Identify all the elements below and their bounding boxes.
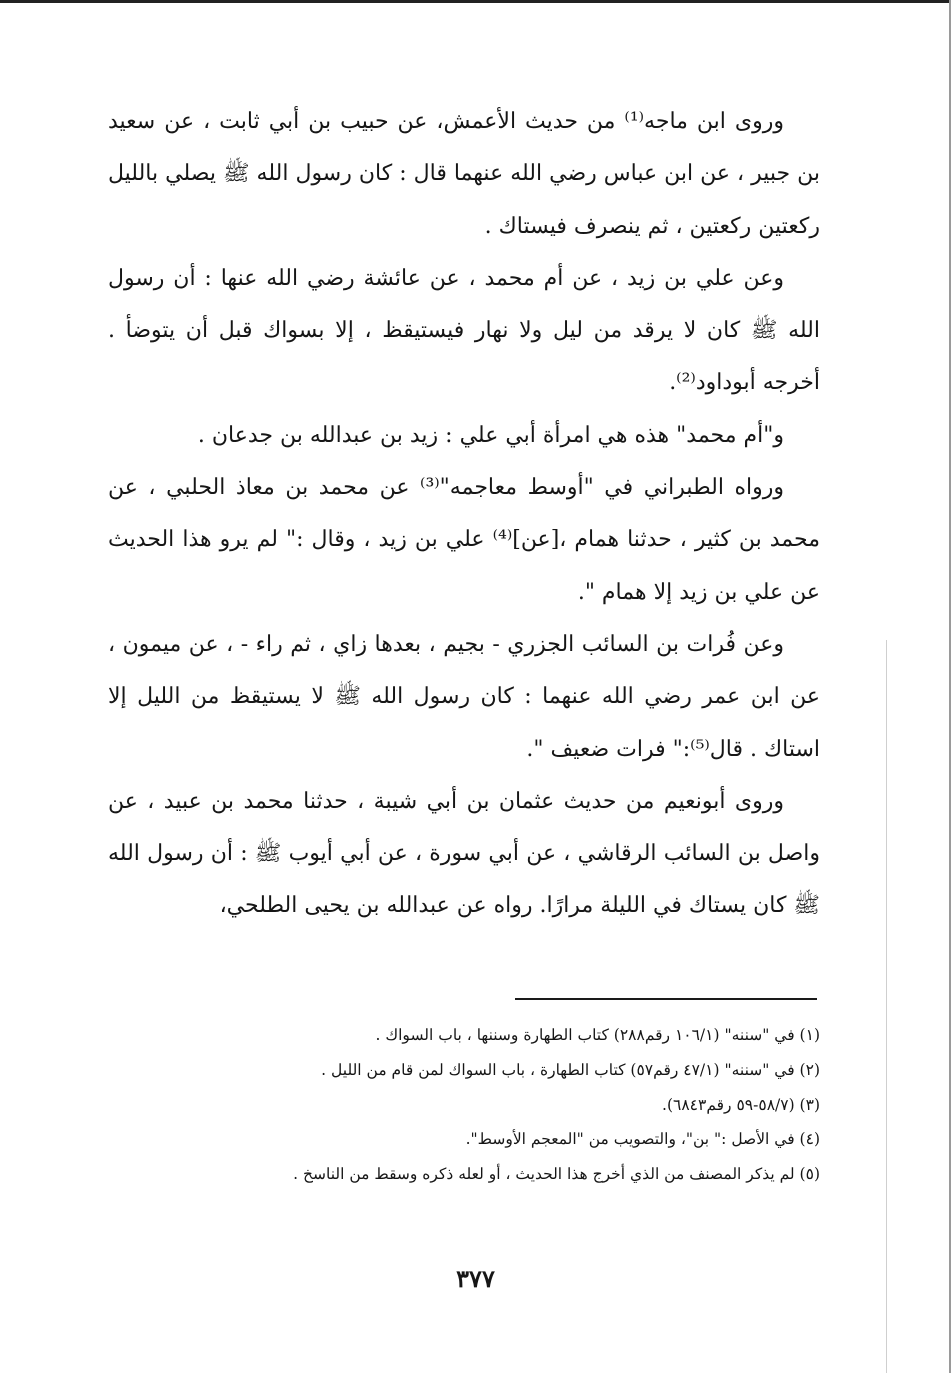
paragraph: وروى ابن ماجه⁽¹⁾ من حديث الأعمش، عن حبيب بن أبي ثابت ، عن سعيد بن جبير ، عن ابن عباس رضي الله عنهما قال : كان رسول الله ﷺ يصلي بالليل ركعتين ركعتين ، ثم ينصرف فيستاك . (108, 109, 820, 239)
page-number: ٣٧٧ (456, 1264, 495, 1293)
footnote: (١) في "سننه" (١٠٦/١ رقم٢٨٨) كتاب الطهارة وسننها ، باب السواك . (375, 1026, 820, 1044)
footnote: (٢) في "سننه" (٤٧/١ رقم٥٧) كتاب الطهارة ، باب السواك لمن قام من الليل . (321, 1060, 820, 1079)
footnotes (140, 1018, 820, 1192)
footnote: (٤) في الأصل :" بن"، والتصويب من "المعجم الأوسط". (465, 1130, 820, 1149)
paragraph: وعن فُرات بن السائب الجزري - بجيم ، بعدها زاي ، ثم راء - ، عن ميمون ، عن ابن عمر رضي الله عنهما : كان رسول الله ﷺ لا يستيقظ من الليل إلا استاك . قال⁽⁵⁾:" فرات ضعيف ". (108, 631, 820, 762)
footnote-separator (515, 998, 817, 1000)
main-text (108, 96, 820, 933)
paragraph: وروى أبونعيم من حديث عثمان بن أبي شيبة ، حدثنا محمد بن عبيد ، عن واصل بن السائب الرقاشي ، عن أبي سورة ، عن أبي أيوب ﷺ : أن رسول الله ﷺ كان يستاك في الليلة مرارًا. رواه عن عبدالله بن يحيى الطلحي، (108, 788, 820, 919)
paragraph: و"أم محمد" هذه هي امرأة أبي علي : زيد بن عبدالله بن جدعان . (197, 422, 784, 448)
footnote: (٥) لم يذكر المصنف من الذي أخرج هذا الحديث ، أو لعله ذكره وسقط من الناسخ . (293, 1165, 820, 1184)
paragraph: ورواه الطبراني في "أوسط معاجمه"⁽³⁾ عن محمد بن معاذ الحلبي ، عن محمد بن كثير ، حدثنا همام ،[عن]⁽⁴⁾ علي بن زيد ، وقال :" لم يرو هذا الحديث عن علي بن زيد إلا همام ". (108, 475, 820, 605)
scan-top-edge (0, 0, 951, 3)
paragraph: وعن علي بن زيد ، عن أم محمد ، عن عائشة رضي الله عنها : أن رسول الله ﷺ كان لا يرقد من ليل ولا نهار فيستيقظ ، إلا بسواك قبل أن يتوضأ . أخرجه أبوداود⁽²⁾. (108, 265, 820, 396)
footnote: (٣) (٥٨/٧-٥٩ رقم٦٨٤٣). (662, 1095, 820, 1114)
